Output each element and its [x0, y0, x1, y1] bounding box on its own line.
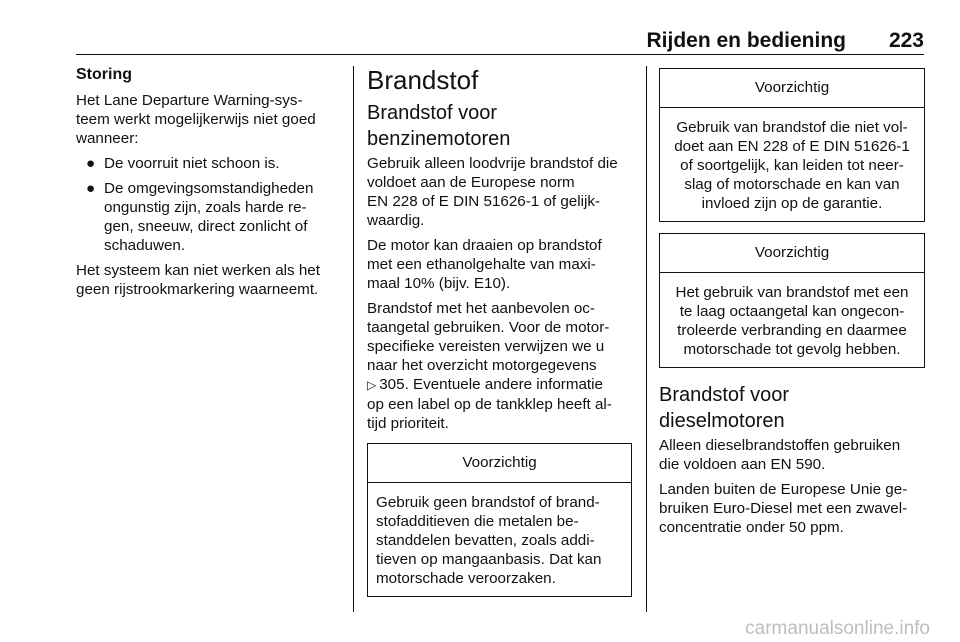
- subsection-title-diesel: [659, 382, 925, 434]
- text-line: tijd prioriteit.: [367, 415, 449, 432]
- text-line: geen rijstrookmarkering waarneemt.: [76, 281, 319, 298]
- middle-column: [367, 64, 633, 597]
- text-line: De motor kan draaien op brandstof: [367, 237, 602, 254]
- watermark-footer: carmanualsonline.info: [745, 618, 930, 639]
- text-line: Brandstof voor: [367, 102, 498, 124]
- text-line: naar het overzicht motorgegevens: [367, 357, 597, 374]
- caution-box: [367, 443, 632, 597]
- page-reference-line: [367, 375, 633, 395]
- text-line: doet aan EN 228 of E DIN 51626-1: [674, 138, 910, 155]
- column-divider-2: [646, 66, 647, 612]
- text-line: Gebruik alleen loodvrije brandstof die: [367, 155, 618, 172]
- text-line: tieven op mangaanbasis. Dat kan: [376, 551, 602, 568]
- text-line: slag of motorschade en kan van: [684, 176, 900, 193]
- text-line: stofadditieven die metalen be-: [376, 513, 579, 530]
- text-line: waardig.: [367, 212, 425, 229]
- caution-title: Voorzichtig: [660, 234, 924, 273]
- right-column: [659, 68, 925, 543]
- section-heading-storing: Storing: [76, 66, 132, 83]
- chapter-title: Rijden en bediening: [646, 29, 846, 52]
- caution-body: [660, 108, 924, 221]
- text-line: gen, sneeuw, direct zonlicht of: [104, 218, 308, 235]
- caution-box: [659, 233, 925, 368]
- text-line: Het systeem kan niet werken als het: [76, 262, 320, 279]
- text-line: ongunstig zijn, zoals harde re-: [104, 199, 307, 216]
- text-line: die voldoen aan EN 590.: [659, 456, 826, 473]
- storing-outro: [76, 261, 344, 299]
- text-line: invloed zijn op de garantie.: [701, 195, 883, 212]
- text-line: motorschade tot gevolg hebben.: [683, 341, 901, 358]
- caution-body: [368, 483, 631, 596]
- text-line: Brandstof voor: [659, 384, 790, 406]
- caution-body: [660, 273, 924, 367]
- bullet-item: [76, 154, 344, 173]
- text-line: op een label op de tankklep heeft al-: [367, 396, 612, 413]
- paragraph: [367, 299, 633, 433]
- text-line: EN 228 of E DIN 51626-1 of gelijk-: [367, 193, 600, 210]
- column-divider-1: [353, 66, 354, 612]
- text-line: troleerde verbranding en daarmee: [677, 322, 907, 339]
- text-line: Het gebruik van brandstof met een: [675, 284, 909, 301]
- left-column: [76, 64, 344, 305]
- text-line: maal 10% (bijv. E10).: [367, 275, 511, 292]
- text-line: dieselmotoren: [659, 410, 785, 432]
- text-line: De omgevingsomstandigheden: [104, 180, 314, 197]
- text-line: specifieke vereisten verwijzen we u: [367, 338, 605, 355]
- text-line: De voorruit niet schoon is.: [104, 155, 280, 172]
- caution-title: Voorzichtig: [660, 69, 924, 108]
- text-line: Alleen dieselbrandstoffen gebruiken: [659, 437, 901, 454]
- text-line: Het Lane Departure Warning-sys-: [76, 92, 303, 109]
- storing-intro: [76, 91, 344, 148]
- text-line: standdelen bevatten, zoals addi-: [376, 532, 595, 549]
- text-line: met een ethanolgehalte van maxi-: [367, 256, 596, 273]
- paragraph: [367, 154, 633, 230]
- page-reference-arrow-icon: ▷: [367, 378, 377, 392]
- text-line: bruiken Euro-Diesel met een zwavel-: [659, 500, 908, 517]
- text-line: of soortgelijk, kan leiden tot neer-: [680, 157, 904, 174]
- bullet-item: [76, 179, 344, 255]
- paragraph: [659, 436, 925, 474]
- text-line: benzinemotoren: [367, 128, 511, 150]
- page-number: 223: [888, 29, 924, 52]
- caution-title: Voorzichtig: [368, 444, 631, 483]
- text-line: motorschade veroorzaken.: [376, 570, 556, 587]
- text-line: Gebruik van brandstof die niet vol-: [676, 119, 908, 136]
- text-line: teem werkt mogelijkerwijs niet goed: [76, 111, 316, 128]
- text-line: Landen buiten de Europese Unie ge-: [659, 481, 908, 498]
- text-line: Brandstof met het aanbevolen oc-: [367, 300, 595, 317]
- bullet-icon: ●: [86, 155, 96, 172]
- bullet-icon: ●: [86, 180, 96, 197]
- section-title-brandstof: Brandstof: [367, 65, 479, 95]
- text-line: schaduwen.: [104, 237, 186, 254]
- page-header: [76, 28, 924, 54]
- text-line: concentratie onder 50 ppm.: [659, 519, 844, 536]
- text-line: Gebruik geen brandstof of brand-: [376, 494, 600, 511]
- subsection-title-benzine: [367, 100, 633, 152]
- caution-box: [659, 68, 925, 222]
- paragraph: [659, 480, 925, 537]
- text-line: te laag octaangetal kan ongecon-: [679, 303, 905, 320]
- text-line: wanneer:: [76, 130, 139, 147]
- page-reference-text[interactable]: 305. Eventuele andere informatie: [379, 376, 603, 393]
- text-line: voldoet aan de Europese norm: [367, 174, 575, 191]
- paragraph: [367, 236, 633, 293]
- header-rule: [76, 54, 924, 55]
- text-line: taangetal gebruiken. Voor de motor-: [367, 319, 610, 336]
